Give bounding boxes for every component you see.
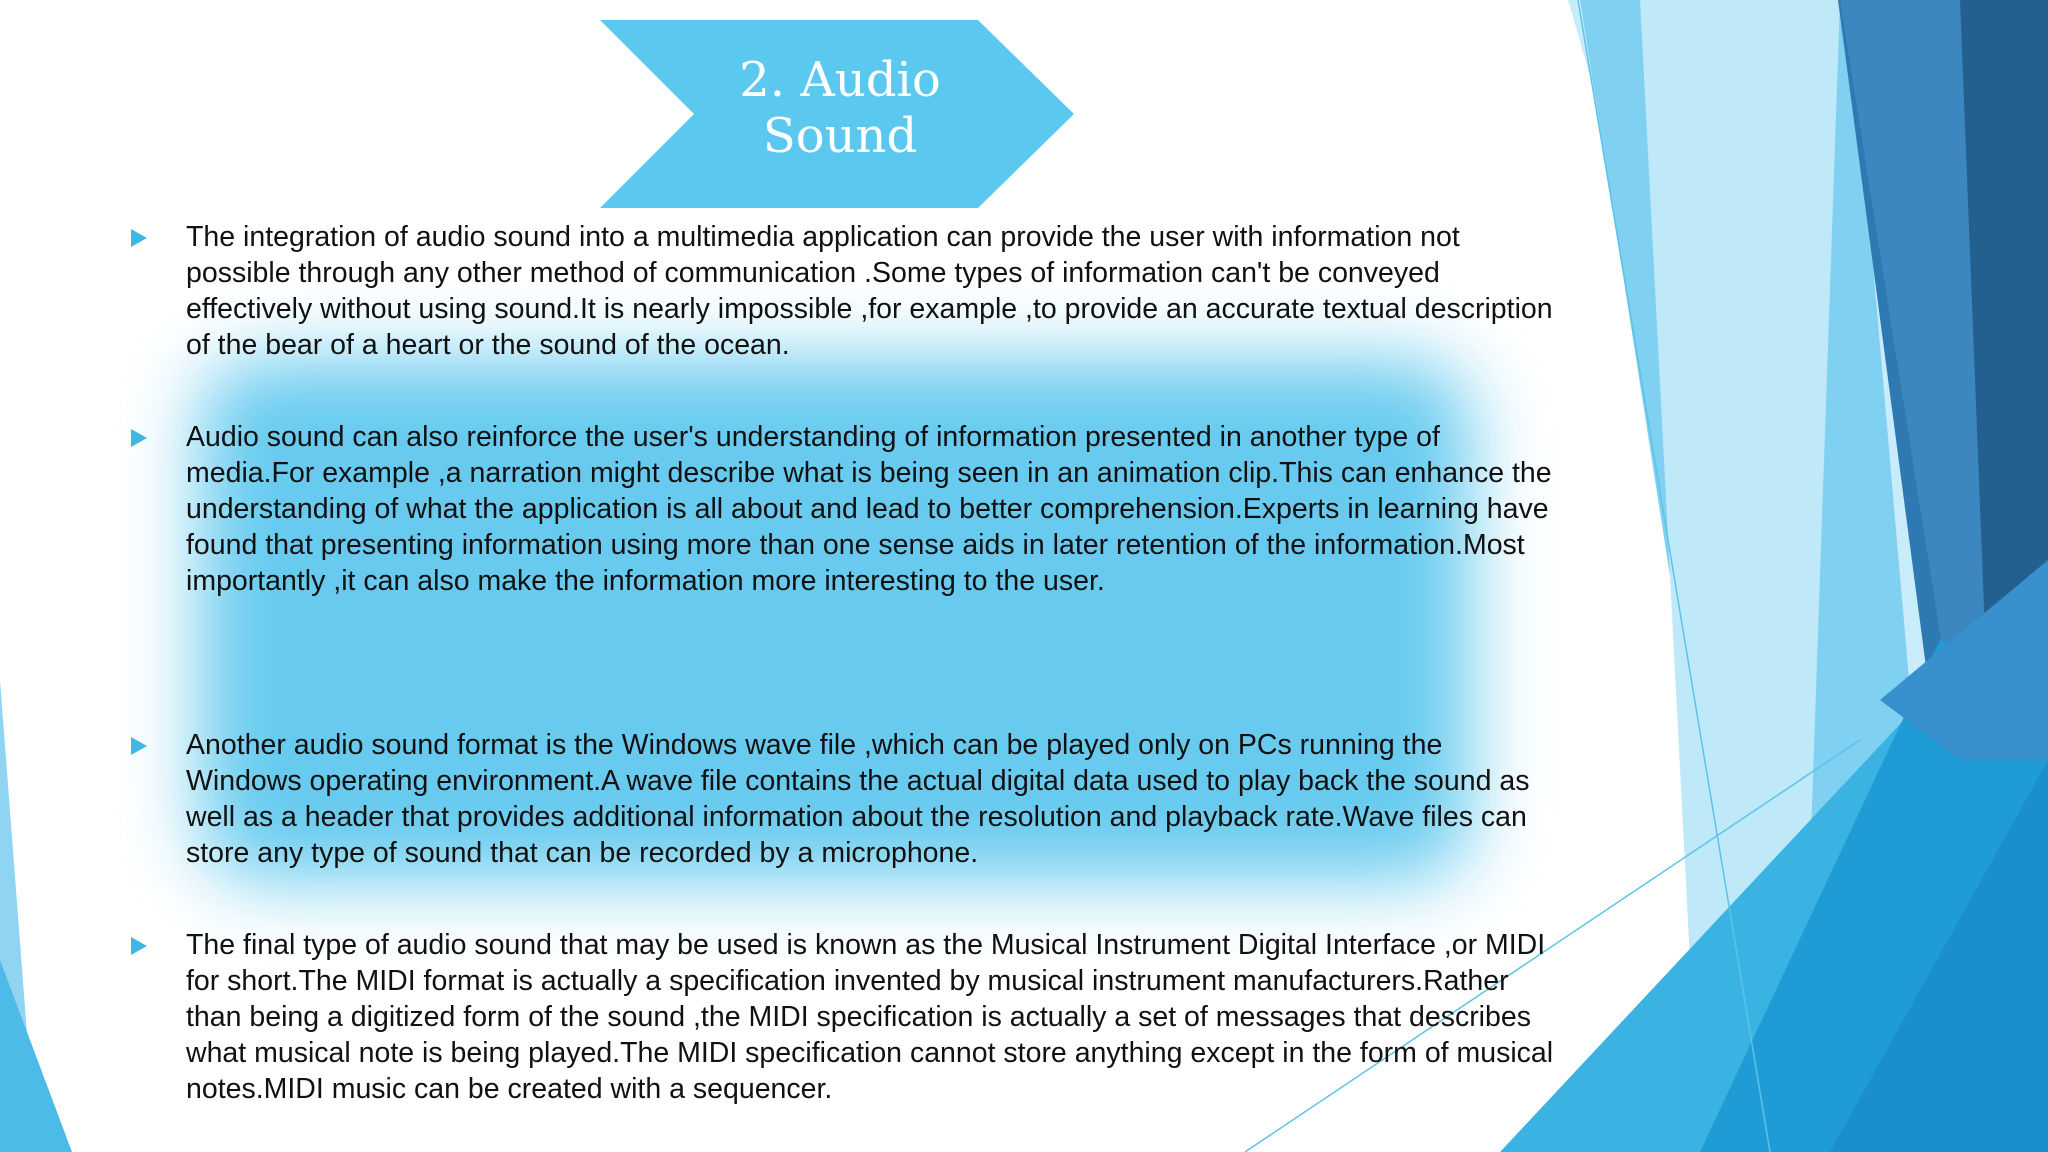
bullet-text: Another audio sound format is the Windows wave file ,which can be played only on PCs running the Windows operating environment.A wave file contains the actual digital data used to play back the sound as well as a header that provides additional information about the resolution and playback rate.Wave files can store any type of sound that can be recorded by a microphone. — [186, 729, 1530, 869]
bullet-arrow-icon — [131, 429, 147, 447]
bullet-arrow-icon — [131, 737, 147, 755]
bullet-text: The final type of audio sound that may be used is known as the Musical Instrument Digital Interface ,or MIDI for short.The MIDI format is actually a specification invented by musical instrument manufacturers.Rather than being a digitized form of the sound ,the MIDI specification is actually a set of messages that describes what musical note is being played.The MIDI specification cannot store anything except in the form of musical notes.MIDI music can be created with a sequencer. — [186, 929, 1554, 1105]
bullet-text: Audio sound can also reinforce the user's understanding of information presented in another type of media.For example ,a narration might describe what is being seen in an animation clip.This can enhance the understanding of what the application is all about and lead to better comprehension.Experts in learning have found that presenting information using more than one sense aids in later retention of the information.Most importantly ,it can also make the information more interesting to the user. — [186, 421, 1552, 597]
bullet-arrow-icon — [131, 937, 147, 955]
slide-title: 2. Audio Sound — [739, 52, 941, 164]
bullet-text: The integration of audio sound into a multimedia application can provide the user with information not possible through any other method of communication .Some types of information can't be conveyed effectively without using sound.It is nearly impossible ,for example ,to provide an accurate textual description of the bear of a heart or the sound of the ocean. — [186, 221, 1553, 361]
bullet-arrow-icon — [131, 229, 147, 247]
